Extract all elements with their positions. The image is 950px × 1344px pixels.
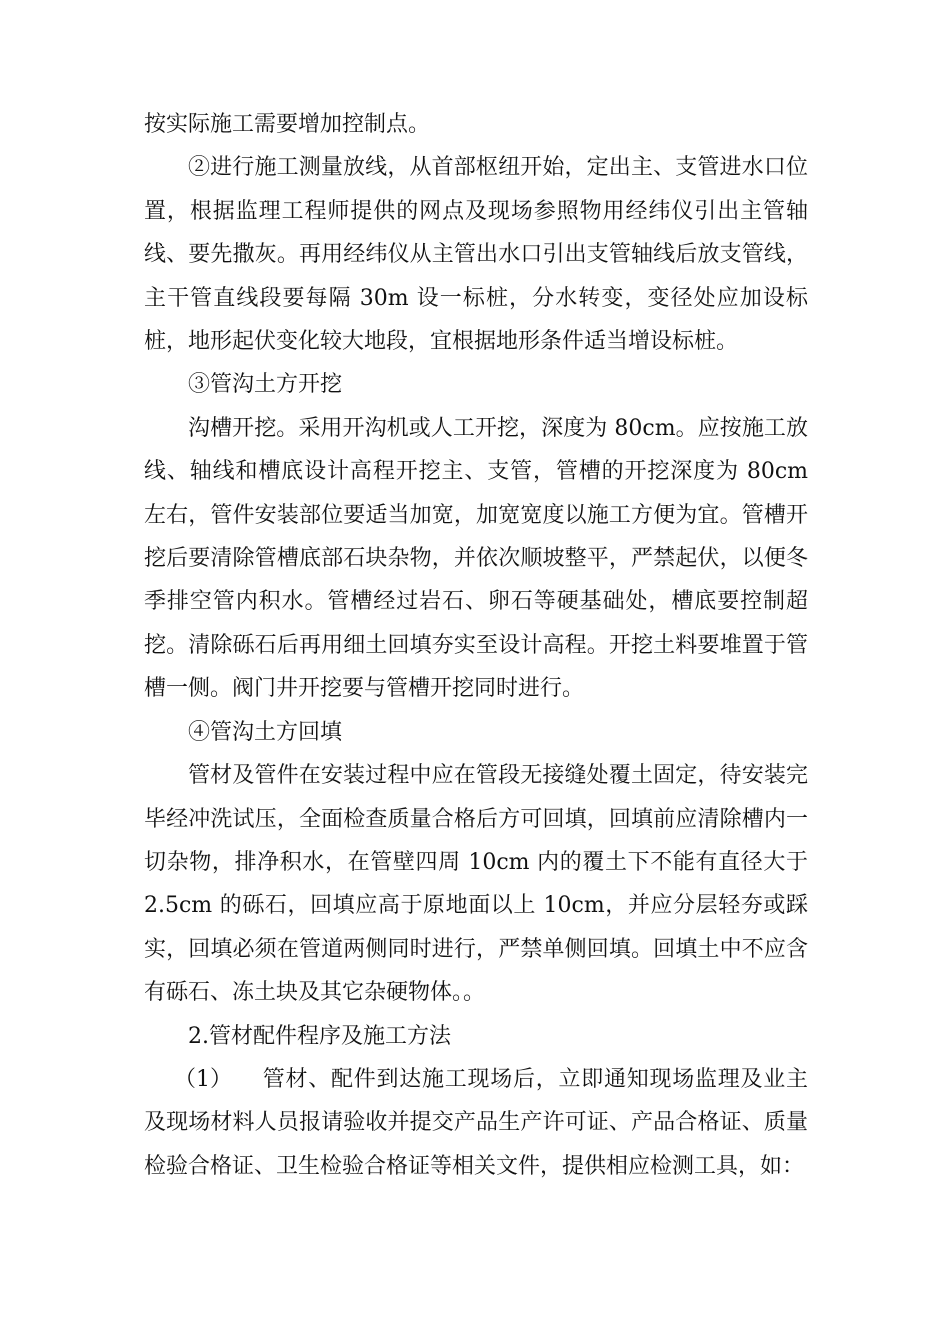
document-body (144, 103, 808, 1188)
paragraph-trench-backfill: 管材及管件在安装过程中应在管段无接缝处覆土固定，待安装完毕经冲洗试压，全面检查质量合格后方可回填，回填前应清除槽内一切杂物，排净积水，在管壁四周 10cm 内的覆土下不能有直径大于 2.5cm 的砾石，回填应高于原地面以上 10cm，并应分层轻夯或踩实，回填必须在管道两侧同时进行，严禁单侧回填。回填土中不应含有砾石、冻土块及其它杂硬物体。。 (144, 763, 808, 1006)
list-item-marker: （1） (174, 1066, 232, 1092)
section-heading-pipe-fittings: 2.管材配件程序及施工方法 (188, 1023, 451, 1049)
list-item-text: 管材、配件到达施工现场后，立即通知现场监理及业主及现场材料人员报请验收并提交产品生产许可证、产品合格证、质量检验合格证、卫生检验合格证等相关文件，提供相应检测工具，如： (144, 1066, 808, 1179)
section-heading-trench-backfill: ④管沟土方回填 (188, 719, 343, 745)
section-heading-trench-excavation: ③管沟土方开挖 (188, 372, 343, 398)
paragraph-continuation: 按实际施工需要增加控制点。 (144, 112, 431, 137)
list-item (144, 1058, 808, 1188)
paragraph-trench-excavation: 沟槽开挖。采用开沟机或人工开挖，深度为 80cm。应按施工放线、轴线和槽底设计高程开挖主、支管，管槽的开挖深度为 80cm 左右，管件安装部位要适当加宽，加宽宽度以施工方便为宜。管槽开挖后要清除管槽底部石块杂物，并依次顺坡整平，严禁起伏，以便冬季排空管内积水。管槽经过岩石、卵石等硬基础处，槽底要控制超挖。清除砾石后再用细土回填夯实至设计高程。开挖土料要堆置于管槽一侧。阀门井开挖要与管槽开挖同时进行。 (144, 415, 808, 702)
paragraph-survey-layout: ②进行施工测量放线，从首部枢纽开始，定出主、支管进水口位置，根据监理工程师提供的网点及现场参照物用经纬仪引出主管轴线、要先撒灰。再用经纬仪从主管出水口引出支管轴线后放支管线，主干管直线段要每隔 30m 设一标桩，分水转变，变径处应加设标桩，地形起伏变化较大地段，宜根据地形条件适当增设标桩。 (144, 155, 808, 355)
